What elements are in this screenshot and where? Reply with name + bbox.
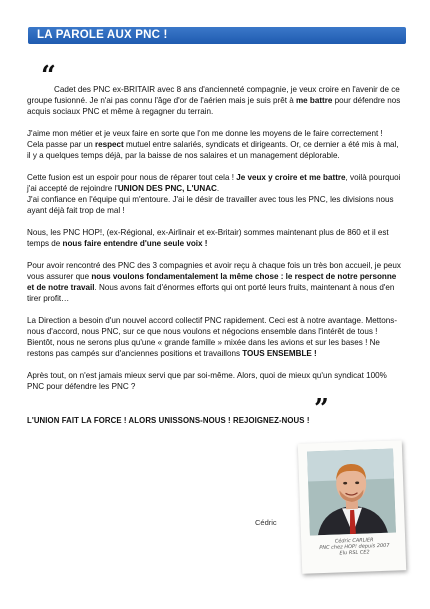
polaroid-photo-frame bbox=[298, 440, 406, 574]
close-quote-mark: ” bbox=[314, 394, 329, 424]
testimonial-body bbox=[27, 84, 401, 403]
slogan: L'UNION FAIT LA FORCE ! ALORS UNISSONS-NOUS ! REJOIGNEZ-NOUS ! bbox=[27, 416, 310, 425]
portrait-illustration bbox=[307, 449, 396, 536]
paragraph-7: Après tout, on n'est jamais mieux servi que par soi-même. Alors, quoi de mieux qu'un syndicat 100% PNC pour défendre les PNC ? bbox=[27, 371, 387, 391]
paragraph-6: La Direction a besoin d'un nouvel accord collectif PNC rapidement. Ceci est à notre avantage. Mettons-nous d'accord, nous PNC, sur ce que nous voulons et négocions ensemble dans l'intérêt de tous ! Bientôt, nous ne serons plus qu'une « grande famille » mixée dans les avions et sur les bases ! Ne restons pas campés sur d'anciennes positions et travaillons TOUS ENSEMBLE ! bbox=[27, 316, 398, 358]
paragraph-3: Cette fusion est un espoir pour nous de réparer tout cela ! Je veux y croire et me battre, voilà pourquoi j'ai accepté de rejoindre l'UNION DES PNC, L'UNAC. J'ai confiance en l'équipe qui m'entoure. J'ai le désir de travailler avec tous les PNC, les divisions nous ayant déjà fait trop de mal ! bbox=[27, 173, 401, 215]
banner-title: LA PAROLE AUX PNC ! bbox=[37, 29, 168, 41]
handwritten-caption: Cédric CARLIER PNC chez HOP! depuis 2007 Elu RSL CE2 bbox=[319, 537, 390, 557]
section-banner bbox=[28, 27, 406, 44]
paragraph-4: Nous, les PNC HOP!, (ex-Régional, ex-Airlinair et ex-Britair) sommes maintenant plus de 860 et il est temps de nous faire entendre d'une seule voix ! bbox=[27, 228, 389, 248]
photo-label: Cédric bbox=[255, 518, 277, 527]
open-quote-mark: “ bbox=[41, 61, 56, 91]
paragraph-5: Pour avoir rencontré des PNC des 3 compagnies et avoir reçu à chaque fois un très bon accueil, je peux vous assurer que nous voulons fondamentalement la même chose : le respect de notre personne et de notre travail. Nous avons fait d'énormes efforts qui ont porté leurs fruits, maintenant à nous d'en tirer profit… bbox=[27, 261, 401, 303]
portrait-photo bbox=[307, 449, 396, 536]
paragraph-2: J'aime mon métier et je veux faire en sorte que l'on me donne les moyens de le faire correctement ! Cela passe par un respect mutuel entre salariés, syndicats et dirigeants. Or, ce dernier a été mis à mal, il y a quelques temps déjà, par la baisse de nos salaires et un management déplorable. bbox=[27, 129, 399, 160]
paragraph-1: Cadet des PNC ex-BRITAIR avec 8 ans d'ancienneté compagnie, je veux croire en l'avenir de ce groupe fusionné. Je n'ai pas connu l'âge d'or de l'aérien mais je suis prêt à me battre pour défendre nos acquis sociaux PNC et même à regagner du terrain. bbox=[27, 85, 401, 116]
